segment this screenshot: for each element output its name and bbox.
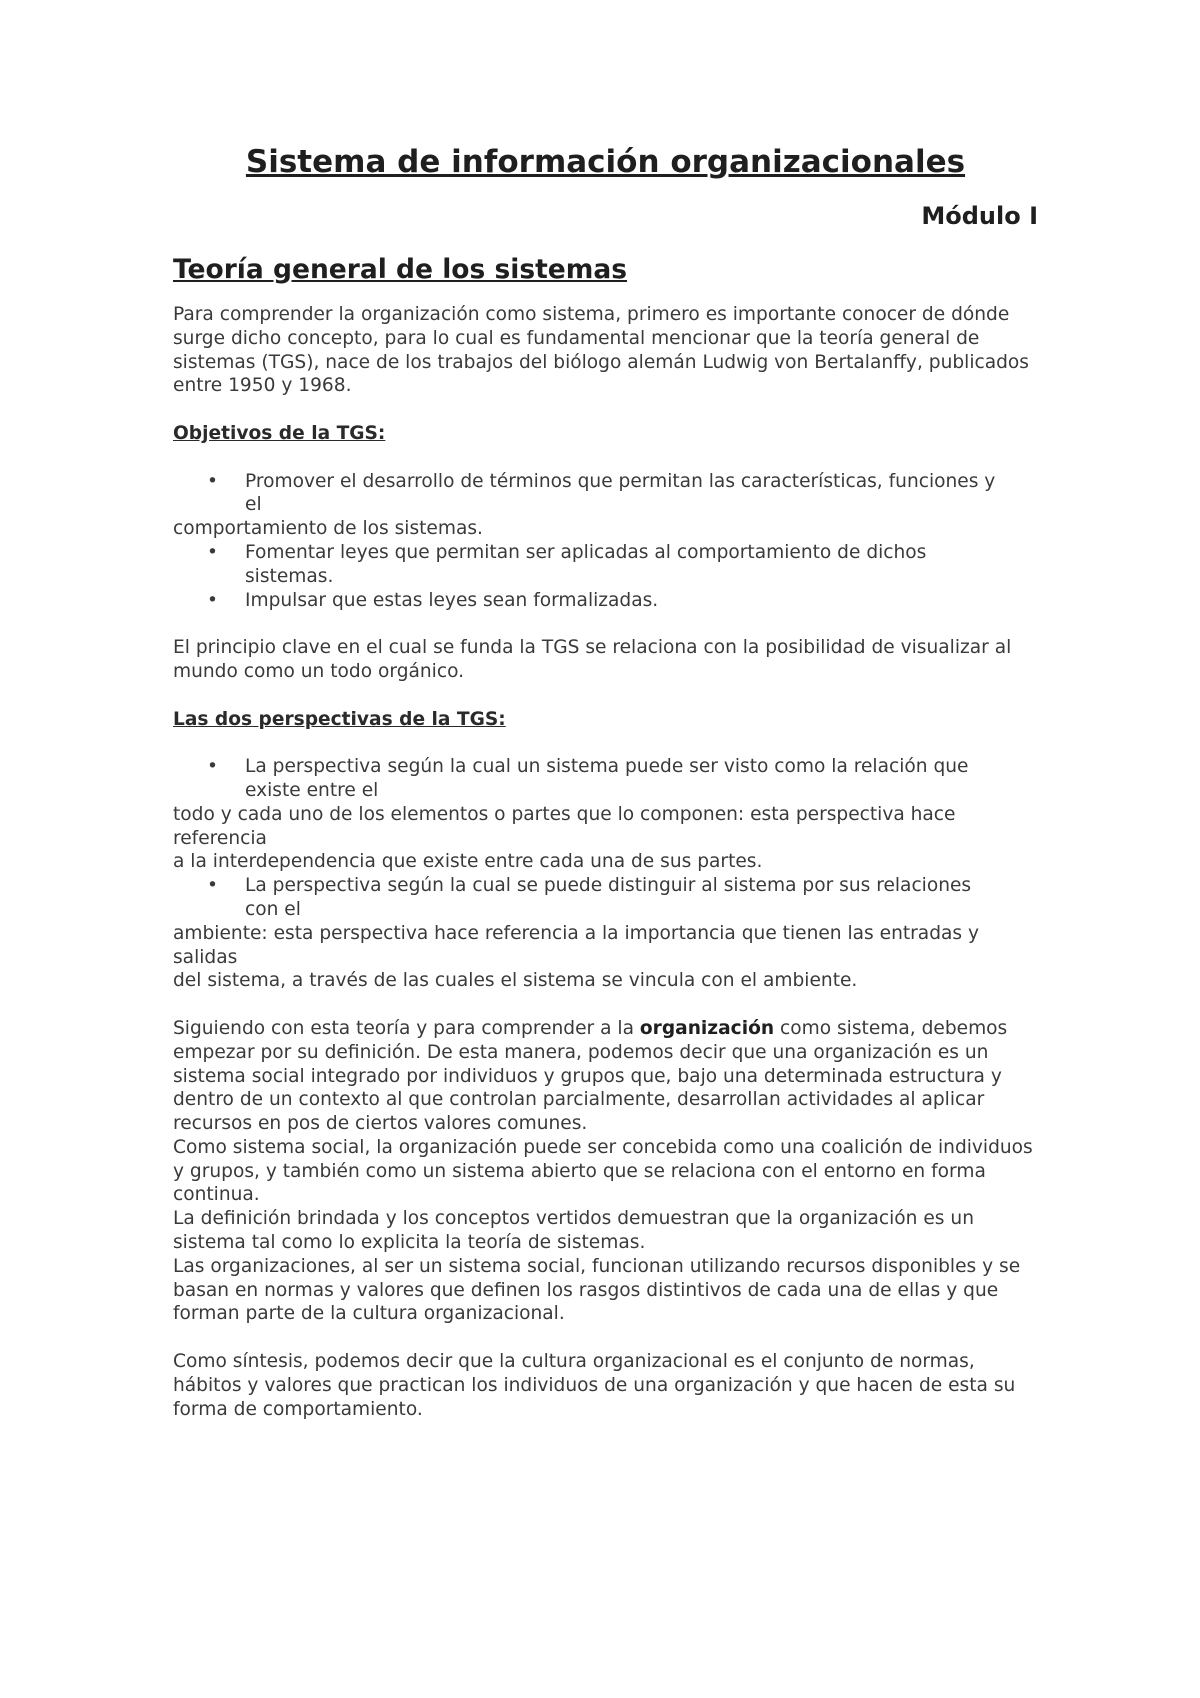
organization-bold-term: organización [639,1017,775,1039]
list-item-continuation: a la interdependencia que existe entre cada una de sus partes. [173,851,763,873]
organization-paragraph-2: Como sistema social, la organización puede ser concebida como una coalición de individuos y grupos, y también como un sistema abierto que se relaciona con el entorno en forma continua. [173,1136,1033,1206]
perspectives-heading: Las dos perspectivas de la TGS: [173,708,506,730]
document-title: Sistema de información organizacionales [245,144,966,180]
list-item-text: Impulsar que estas leyes sean formalizadas. [245,589,659,611]
list-item-text: La perspectiva según la cual se puede distinguir al sistema por sus relaciones con el [245,875,972,920]
list-item-text: Fomentar leyes que permitan ser aplicadas al comportamiento de dichos sistemas. [245,541,927,587]
bullet-icon: • [207,756,218,778]
organization-paragraph: Siguiendo con esta teoría y para comprender a la organización como sistema, debemos empezar por su definición. De esta manera, podemos decir que una organización es un sistema social integrado por individuos y grupos que, bajo una determinada estructura y dentro de un contexto al que controlan parcialmente, desarrollan actividades al aplicar recursos en pos de ciertos valores comunes. [173,1017,1008,1135]
list-item [173,755,1038,803]
objectives-list [173,470,1038,518]
synthesis-paragraph: Como síntesis, podemos decir que la cultura organizacional es el conjunto de normas, hábitos y valores que practican los individuos de una organización y que hacen de esta su forma de comportamiento. [173,1351,1016,1420]
list-item-continuation: ambiente: esta perspectiva hace referencia a la importancia que tienen las entradas y salidas [173,922,979,968]
bullet-icon: • [207,541,218,563]
list-item-continuation: del sistema, a través de las cuales el sistema se vincula con el ambiente. [173,970,858,992]
bullet-icon: • [207,470,218,492]
list-item-text: Promover el desarrollo de términos que permitan las características, funciones y el [245,470,996,516]
list-item-text: La perspectiva según la cual un sistema puede ser visto como la relación que existe entre el [245,756,969,801]
organization-paragraph-4: Las organizaciones, al ser un sistema social, funcionan utilizando recursos disponibles y se basan en normas y valores que definen los rasgos distintivos de cada una de ellas y que forman parte de la cultura organizacional. [173,1255,1021,1325]
list-item [173,589,1038,613]
organization-paragraph-3: La definición brindada y los conceptos vertidos demuestran que la organización es un sistema tal como lo explicita la teoría de sistemas. [173,1208,974,1254]
list-item-continuation: comportamiento de los sistemas. [173,518,483,540]
bullet-icon: • [207,875,218,897]
list-item [173,874,1038,922]
intro-paragraph: Para comprender la organización como sistema, primero es importante conocer de dónde surge dicho concepto, para lo cual es fundamental mencionar que la teoría general de sistemas (TGS), nace de los trabajos del biólogo alemán Ludwig von Bertalanffy, publicados entre 1950 y 1968. [173,304,1029,397]
module-label: Módulo I [921,202,1038,230]
list-item-continuation: todo y cada uno de los elementos o partes que lo componen: esta perspectiva hace referencia [173,803,956,849]
list-item [173,470,1038,518]
bullet-icon: • [207,589,218,611]
section-heading: Teoría general de los sistemas [173,254,628,285]
document-body [173,303,1038,1421]
principle-paragraph: El principio clave en el cual se funda la TGS se relaciona con la posibilidad de visualizar al mundo como un todo orgánico. [173,637,1012,682]
list-item [173,541,1038,589]
objectives-heading: Objetivos de la TGS: [173,422,386,444]
perspectives-list [173,755,1038,803]
